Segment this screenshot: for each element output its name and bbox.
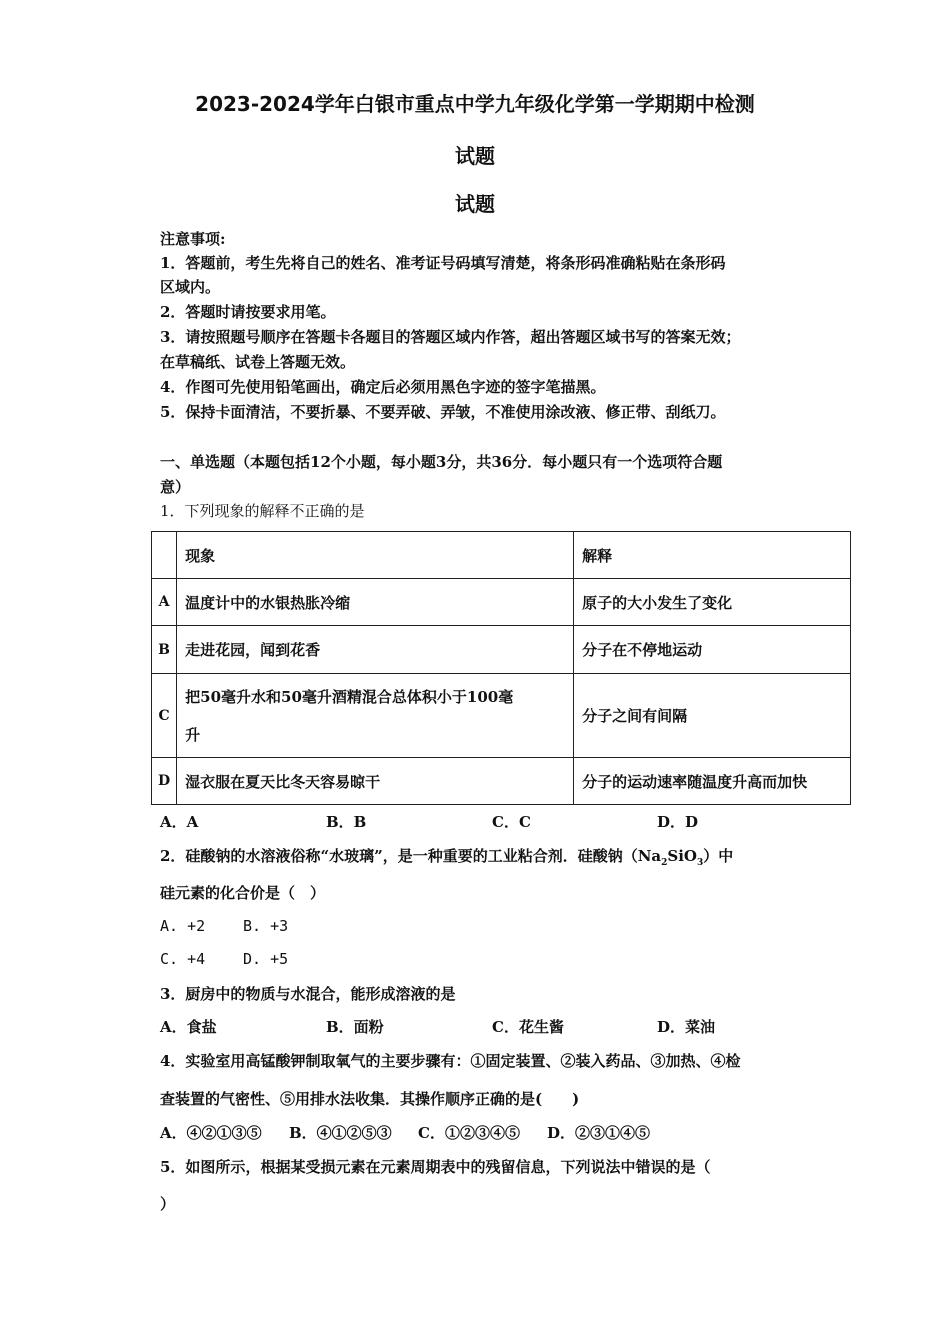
option-d: D．②③①④⑤ bbox=[547, 1124, 651, 1142]
question-4-stem-cont: 查装置的气密性、⑤用排水法收集．其操作顺序正确的是( ) bbox=[160, 1090, 580, 1108]
option-c: C．①②③④⑤ bbox=[418, 1124, 520, 1142]
notice-line: 4．作图可先使用铅笔画出，确定后必须用黑色字迹的签字笔描黑。 bbox=[160, 378, 606, 396]
notice-line: 在草稿纸、试卷上答题无效。 bbox=[160, 353, 356, 371]
notice-line: 2．答题时请按要求用笔。 bbox=[160, 303, 336, 321]
option-a: A．食盐 bbox=[160, 1018, 217, 1036]
option-c: C. +4 bbox=[160, 950, 206, 968]
option-d: D．D bbox=[657, 813, 699, 831]
row-label: C bbox=[152, 674, 177, 758]
notice-line: 3．请按照题号顺序在答题卡各题目的答题区域内作答，超出答题区域书写的答案无效； bbox=[160, 328, 741, 346]
phenomenon-cell: 湿衣服在夏天比冬天容易晾干 bbox=[177, 758, 574, 805]
row-label: D bbox=[152, 758, 177, 805]
subscript: 2 bbox=[661, 858, 668, 868]
question-2-stem bbox=[160, 845, 733, 868]
question-2-stem-cont: 硅元素的化合价是（ ） bbox=[160, 884, 326, 902]
option-b: B．④①②⑤③ bbox=[289, 1124, 392, 1142]
title-line-1: 2023-2024学年白银市重点中学九年级化学第一学期期中检测 bbox=[195, 92, 755, 116]
option-b: B. +3 bbox=[243, 917, 289, 935]
option-a: A．A bbox=[160, 813, 199, 831]
option-d: D. +5 bbox=[243, 950, 289, 968]
stem-text: ）中 bbox=[703, 847, 734, 865]
explanation-cell: 分子在不停地运动 bbox=[574, 626, 851, 674]
table-header-row bbox=[152, 532, 851, 579]
option-b: B．B bbox=[326, 813, 367, 831]
option-d: D．菜油 bbox=[657, 1018, 716, 1036]
stem-text: 2．硅酸钠的水溶液俗称“水玻璃”，是一种重要的工业粘合剂．硅酸钠（Na bbox=[160, 847, 662, 865]
question-5-stem: 5．如图所示，根据某受损元素在元素周期表中的残留信息，下列说法中错误的是（ bbox=[160, 1158, 711, 1176]
explanation-cell: 分子之间有间隔 bbox=[574, 674, 851, 758]
row-label: B bbox=[152, 626, 177, 674]
title-line-3: 试题 bbox=[455, 192, 495, 216]
phenomenon-cell: 温度计中的水银热胀冷缩 bbox=[177, 579, 574, 626]
explanation-cell: 原子的大小发生了变化 bbox=[574, 579, 851, 626]
question-4-stem: 4．实验室用高锰酸钾制取氧气的主要步骤有：①固定装置、②装入药品、③加热、④检 bbox=[160, 1052, 741, 1070]
question-1-stem: 1．下列现象的解释不正确的是 bbox=[160, 502, 365, 520]
notice-line: 区域内。 bbox=[160, 278, 221, 296]
option-a: A．④②①③⑤ bbox=[160, 1124, 262, 1142]
phenomenon-cell bbox=[177, 674, 574, 758]
formula-text: SiO bbox=[667, 847, 698, 865]
notice-heading: 注意事项: bbox=[160, 230, 226, 248]
table-cell bbox=[152, 532, 177, 579]
option-c: C．C bbox=[492, 813, 531, 831]
subscript: 3 bbox=[697, 858, 704, 868]
question-5-stem-cont: ） bbox=[160, 1195, 176, 1213]
section-heading: 一、单选题（本题包括12个小题，每小题3分，共36分．每小题只有一个选项符合题 bbox=[160, 453, 723, 471]
row-label: A bbox=[152, 579, 177, 626]
title-line-2: 试题 bbox=[455, 144, 495, 168]
table-header-explanation: 解释 bbox=[574, 532, 851, 579]
phenomenon-cell: 走进花园，闻到花香 bbox=[177, 626, 574, 674]
question-3-stem: 3．厨房中的物质与水混合，能形成溶液的是 bbox=[160, 985, 456, 1003]
question-1-table bbox=[151, 531, 851, 805]
table-row bbox=[152, 579, 851, 626]
table-header-phenomenon: 现象 bbox=[177, 532, 574, 579]
notice-line: 1．答题前，考生先将自己的姓名、准考证号码填写清楚，将条形码准确粘贴在条形码 bbox=[160, 254, 726, 272]
table-row bbox=[152, 758, 851, 805]
option-c: C．花生酱 bbox=[492, 1018, 564, 1036]
phenomenon-line: 升 bbox=[185, 725, 201, 744]
option-b: B．面粉 bbox=[326, 1018, 384, 1036]
table-row bbox=[152, 674, 851, 758]
explanation-cell: 分子的运动速率随温度升高而加快 bbox=[574, 758, 851, 805]
phenomenon-line: 把50毫升水和50毫升酒精混合总体积小于100毫 bbox=[185, 687, 514, 706]
section-heading-cont: 意） bbox=[160, 478, 191, 496]
notice-line: 5．保持卡面清洁，不要折暴、不要弄破、弄皱，不准使用涂改液、修正带、刮纸刀。 bbox=[160, 403, 726, 421]
option-a: A. +2 bbox=[160, 917, 206, 935]
table-row bbox=[152, 626, 851, 674]
